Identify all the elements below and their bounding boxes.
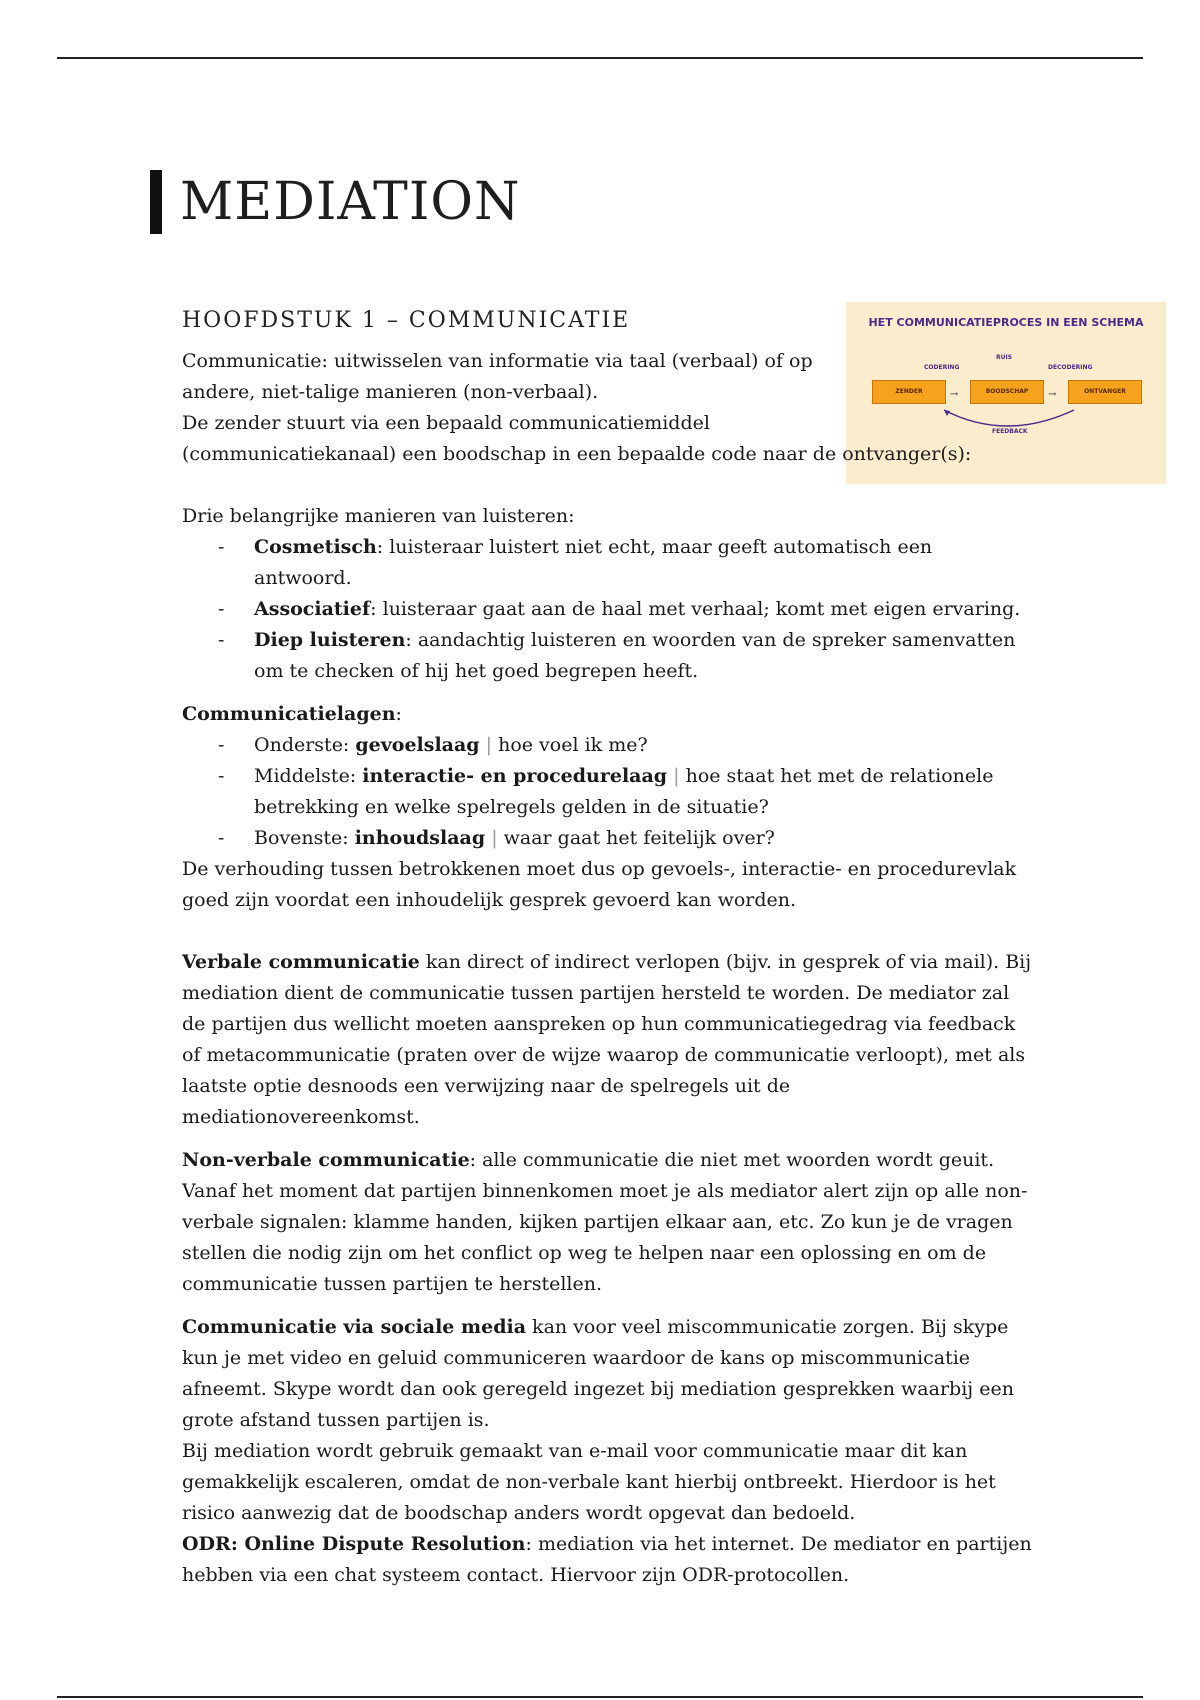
verbal-paragraph bbox=[182, 947, 1032, 1133]
intro-line: andere, niet-talige manieren (non-verbaal). bbox=[182, 381, 599, 403]
layers-heading bbox=[182, 699, 1032, 730]
list-item bbox=[254, 761, 1032, 823]
paragraph-text: : alle communicatie die niet met woorden wordt geuit. Vanaf het moment dat partijen binnenkomen moet je als mediator alert zijn op alle non-verbale signalen: klamme handen, kijken partijen elkaar aan, etc. Zo kun je de vragen stellen die nodig zijn om het conflict op weg te helpen naar een oplossing en om de communicatie tussen partijen te herstellen. bbox=[182, 1149, 1028, 1295]
schema-arrow-icon: → bbox=[950, 389, 959, 400]
list-item bbox=[254, 594, 1032, 625]
list-item-term: Cosmetisch bbox=[254, 536, 377, 558]
layers-conclusion: De verhouding tussen betrokkenen moet dus op gevoels-, interactie- en procedurevlak goed zijn voordat een inhoudelijk gesprek gevoerd kan worden. bbox=[182, 858, 1017, 911]
odr-paragraph bbox=[182, 1529, 1032, 1591]
schema-label-decoding: DECODERING bbox=[1048, 364, 1093, 371]
layers-heading-term: Communicatielagen bbox=[182, 703, 396, 725]
intro-line: Communicatie: uitwisselen van informatie via taal (verbaal) of op bbox=[182, 350, 813, 372]
list-item bbox=[254, 823, 1032, 854]
schema-label-feedback: FEEDBACK bbox=[992, 428, 1028, 435]
list-item bbox=[254, 730, 1032, 761]
paragraph-term: ODR: Online Dispute Resolution bbox=[182, 1533, 526, 1555]
list-item bbox=[254, 532, 1032, 594]
title-accent-bar bbox=[150, 170, 162, 234]
list-item-text: hoe staat het met de relationele betrekking en welke spelregels gelden in de situatie? bbox=[254, 765, 994, 818]
schema-box-message: BOODSCHAP bbox=[970, 380, 1044, 404]
intro-line: (communicatiekanaal) een boodschap in een bepaalde code naar de ontvanger(s): bbox=[182, 443, 972, 465]
schema-box-receiver: ONTVANGER bbox=[1068, 380, 1142, 404]
separator: | bbox=[673, 765, 680, 787]
paragraph-text: kan voor veel miscommunicatie zorgen. Bij skype kun je met video en geluid communiceren waardoor de kans op miscommunicatie afneemt. Skype wordt dan ook geregeld ingezet bij mediation gesprekken waarbij een grote afstand tussen partijen is. bbox=[182, 1316, 1014, 1431]
document-body bbox=[182, 346, 1032, 1591]
schema-title: HET COMMUNICATIEPROCES IN EEN SCHEMA bbox=[868, 316, 1144, 329]
list-item-text: : luisteraar gaat aan de haal met verhaal; komt met eigen ervaring. bbox=[370, 598, 1021, 620]
schema-box-sender: ZENDER bbox=[872, 380, 946, 404]
list-item-prefix: Middelste: bbox=[254, 765, 363, 787]
paragraph-term: Communicatie via sociale media bbox=[182, 1316, 527, 1338]
list-item-term: Diep luisteren bbox=[254, 629, 406, 651]
social-media-paragraph bbox=[182, 1312, 1032, 1436]
email-paragraph: Bij mediation wordt gebruik gemaakt van e-mail voor communicatie maar dit kan gemakkelijk escaleren, omdat de non-verbale kant hierbij ontbreekt. Hierdoor is het risico aanwezig dat de boodschap anders wordt opgevat dan bedoeld. bbox=[182, 1440, 996, 1524]
schema-arrow-icon: → bbox=[1048, 389, 1057, 400]
nonverbal-paragraph bbox=[182, 1145, 1032, 1300]
listening-heading: Drie belangrijke manieren van luisteren: bbox=[182, 505, 575, 527]
list-item-term: Associatief bbox=[254, 598, 371, 620]
list-item-text: : luisteraar luistert niet echt, maar geeft automatisch een antwoord. bbox=[254, 536, 933, 589]
listening-list bbox=[182, 532, 1032, 687]
paragraph-term: Non-verbale communicatie bbox=[182, 1149, 470, 1171]
layers-list bbox=[182, 730, 1032, 854]
intro-line: De zender stuurt via een bepaald communicatiemiddel bbox=[182, 412, 710, 434]
document-title: MEDIATION bbox=[180, 172, 521, 232]
schema-label-noise: RUIS bbox=[996, 354, 1013, 361]
list-item-text: waar gaat het feitelijk over? bbox=[497, 827, 775, 849]
list-item-term: interactie- en procedurelaag bbox=[362, 765, 668, 787]
list-item-term: gevoelslaag bbox=[355, 734, 480, 756]
paragraph-text: kan direct of indirect verlopen (bijv. in gesprek of via mail). Bij mediation dient de communicatie tussen partijen hersteld te worden. De mediator zal de partijen dus wellicht moeten aanspreken op hun communicatiegedrag via feedback of metacommunicatie (praten over de wijze waarop de communicatie verloopt), met als laatste optie desnoods een verwijzing naar de spelregels uit de mediationovereenkomst. bbox=[182, 951, 1032, 1128]
paragraph-term: Verbale communicatie bbox=[182, 951, 420, 973]
list-item-text: : aandachtig luisteren en woorden van de spreker samenvatten om te checken of hij het goed begrepen heeft. bbox=[254, 629, 1016, 682]
list-item-prefix: Onderste: bbox=[254, 734, 356, 756]
list-item-text: hoe voel ik me? bbox=[492, 734, 648, 756]
list-item bbox=[254, 625, 1032, 687]
separator: | bbox=[491, 827, 498, 849]
paragraph-text: : mediation via het internet. De mediator en partijen hebben via een chat systeem contact. Hiervoor zijn ODR-protocollen. bbox=[182, 1533, 1032, 1586]
schema-label-encoding: CODERING bbox=[924, 364, 960, 371]
header-rule bbox=[57, 57, 1143, 59]
list-item-prefix: Bovenste: bbox=[254, 827, 355, 849]
separator: | bbox=[485, 734, 493, 756]
list-item-term: inhoudslaag bbox=[354, 827, 486, 849]
footer-rule bbox=[57, 1696, 1143, 1698]
layers-heading-colon: : bbox=[395, 703, 402, 725]
chapter-heading: HOOFDSTUK 1 – COMMUNICATIE bbox=[182, 308, 631, 333]
